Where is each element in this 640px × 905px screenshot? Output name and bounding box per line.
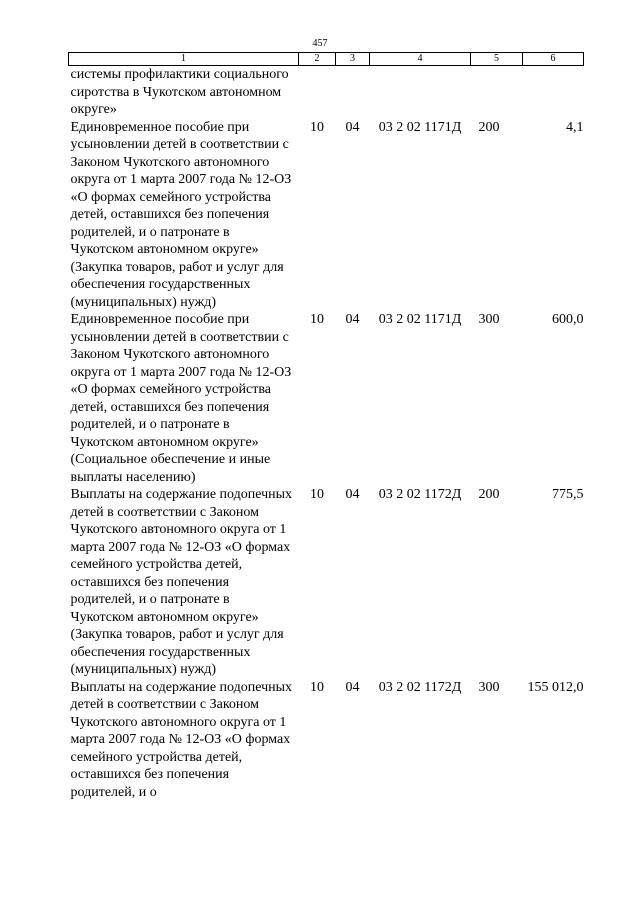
row-amount [523,66,584,119]
row-section: 10 [310,312,324,327]
row-section: 10 [310,487,324,502]
row-expense-type: 200 [478,119,500,135]
column-header-4: 4 [370,53,471,66]
row-expense-type [471,66,523,119]
column-header-1: 1 [69,53,299,66]
table-row [69,66,584,119]
row-amount: 4,1 [566,119,584,135]
budget-table [68,52,584,801]
row-target-code: 03 2 02 1172Д [378,679,462,695]
row-subsection: 04 [345,312,360,327]
column-header-6: 6 [523,53,584,66]
row-section: 10 [310,679,324,695]
row-amount: 600,0 [552,312,584,327]
row-section: 10 [310,119,324,135]
row-description: Выплаты на содержание подопечных детей в соответствии с Законом Чукотского автономного округа от 1 марта 2007 года № 12-ОЗ «О формах семейного устройства детей, оставшихся без попечения родителей, и о патронате в Чукотском автономном округе» (Закупка товаров, работ и услуг для обеспечения государственных (муниципальных) нужд) [70,487,293,677]
column-header-3: 3 [336,53,370,66]
row-expense-type: 200 [478,487,500,502]
table-row [69,679,584,802]
table-row [69,311,584,486]
table-row [69,119,584,312]
row-description: Единовременное пособие при усыновлении детей в соответствии с Законом Чукотского автономного округа от 1 марта 2007 года № 12-ОЗ «О формах семейного устройства детей, оставшихся без попечения родителей, и о патронате в Чукотском автономном округе» (Закупка товаров, работ и услуг для обеспечения государственных (муниципальных) нужд) [70,119,292,310]
table-header [69,53,584,66]
row-target-code: 03 2 02 1171Д [378,312,462,327]
row-subsection: 04 [345,119,360,135]
row-description: Единовременное пособие при усыновлении детей в соответствии с Законом Чукотского автономного округа от 1 марта 2007 года № 12-ОЗ «О формах семейного устройства детей, оставшихся без попечения родителей, и о патронате в Чукотском автономном округе» (Социальное обеспечение и иные выплаты населению) [70,312,292,485]
row-subsection [336,66,370,119]
table-row [69,486,584,679]
row-section [299,66,336,119]
row-target-code: 03 2 02 1171Д [378,119,462,135]
column-header-2: 2 [299,53,336,66]
row-subsection: 04 [345,487,360,502]
page-number: 457 [312,38,328,49]
row-expense-type: 300 [478,312,500,327]
row-target-code: 03 2 02 1172Д [378,487,462,502]
row-expense-type: 300 [478,679,500,695]
row-subsection: 04 [345,679,360,695]
row-description: Выплаты на содержание подопечных детей в соответствии с Законом Чукотского автономного округа от 1 марта 2007 года № 12-ОЗ «О формах семейного устройства детей, оставшихся без попечения родителей, и о [70,679,293,800]
row-description: системы профилактики социального сиротства в Чукотском автономном округе» [70,67,289,117]
column-header-5: 5 [471,53,523,66]
row-amount: 775,5 [552,487,584,502]
row-target-code [370,66,471,119]
row-amount: 155 012,0 [527,679,584,695]
